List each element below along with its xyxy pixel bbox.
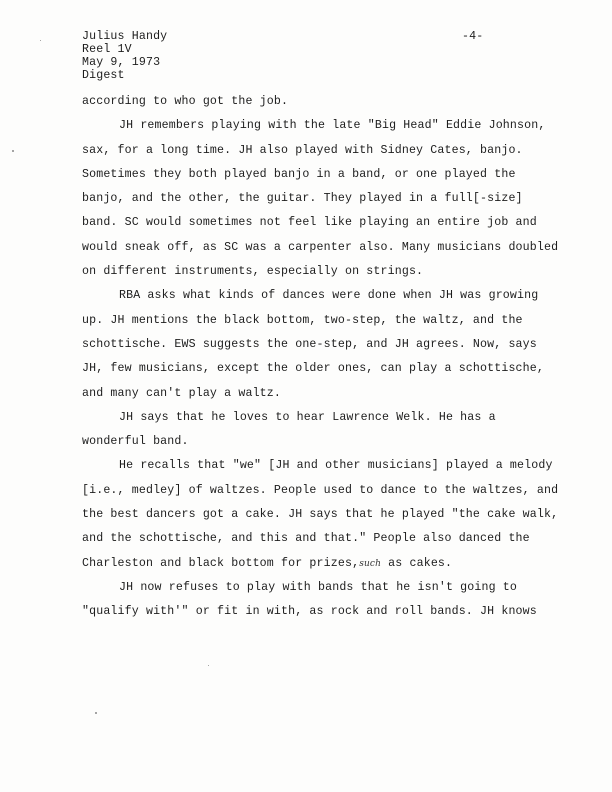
paragraph-lawrence-welk: JH says that he loves to hear Lawrence Welk. He has a wonderful band.	[82, 410, 496, 449]
paragraph-rock-and-roll: JH now refuses to play with bands that he isn't going to "qualify with'" or fit in with, as rock and roll bands. JH knows	[82, 580, 537, 619]
paragraph-waltzes	[82, 454, 562, 575]
interview-date: May 9, 1973	[82, 56, 161, 69]
scan-speck	[40, 40, 41, 41]
header-block	[82, 30, 167, 82]
paragraph-waltzes-end: as cakes.	[388, 556, 453, 570]
handwritten-annotation: such	[359, 558, 382, 569]
document-type: Digest	[82, 69, 125, 82]
paragraph-waltzes-text: He recalls that "we" [JH and other musicians] played a melody [i.e., medley] of waltzes. People used to dance to the waltzes, and the best dancers got a cake. JH says that he played "the cake walk, and the schottische, and this and that." People also danced the Charleston and black bottom for prizes,	[82, 459, 559, 570]
paragraph-continuation: according to who got the job.	[82, 95, 289, 108]
paragraph-eddie-johnson: JH remembers playing with the late "Big Head" Eddie Johnson, sax, for a long time. JH also played with Sidney Cates, banjo. Sometimes they both played banjo in a band, or one played the banjo, and the other, the guitar. They played in a full[-size] band. SC would sometimes not feel like playing an entire job and would sneak off, as SC was a carpenter also. Many musicians doubled on different instruments, especially on strings.	[82, 119, 559, 279]
scan-speck	[208, 665, 209, 666]
scan-speck	[95, 712, 97, 714]
reel-number: Reel 1V	[82, 43, 132, 56]
scan-speck	[12, 150, 14, 152]
page-number: -4-	[462, 30, 484, 43]
body-text	[82, 90, 562, 625]
paragraph-dances: RBA asks what kinds of dances were done when JH was growing up. JH mentions the black bottom, two-step, the waltz, and the schottische. EWS suggests the one-step, and JH agrees. Now, says JH, few musicians, except the older ones, can play a schottische, and many can't play a waltz.	[82, 289, 544, 400]
interviewee-name: Julius Handy	[82, 30, 168, 43]
